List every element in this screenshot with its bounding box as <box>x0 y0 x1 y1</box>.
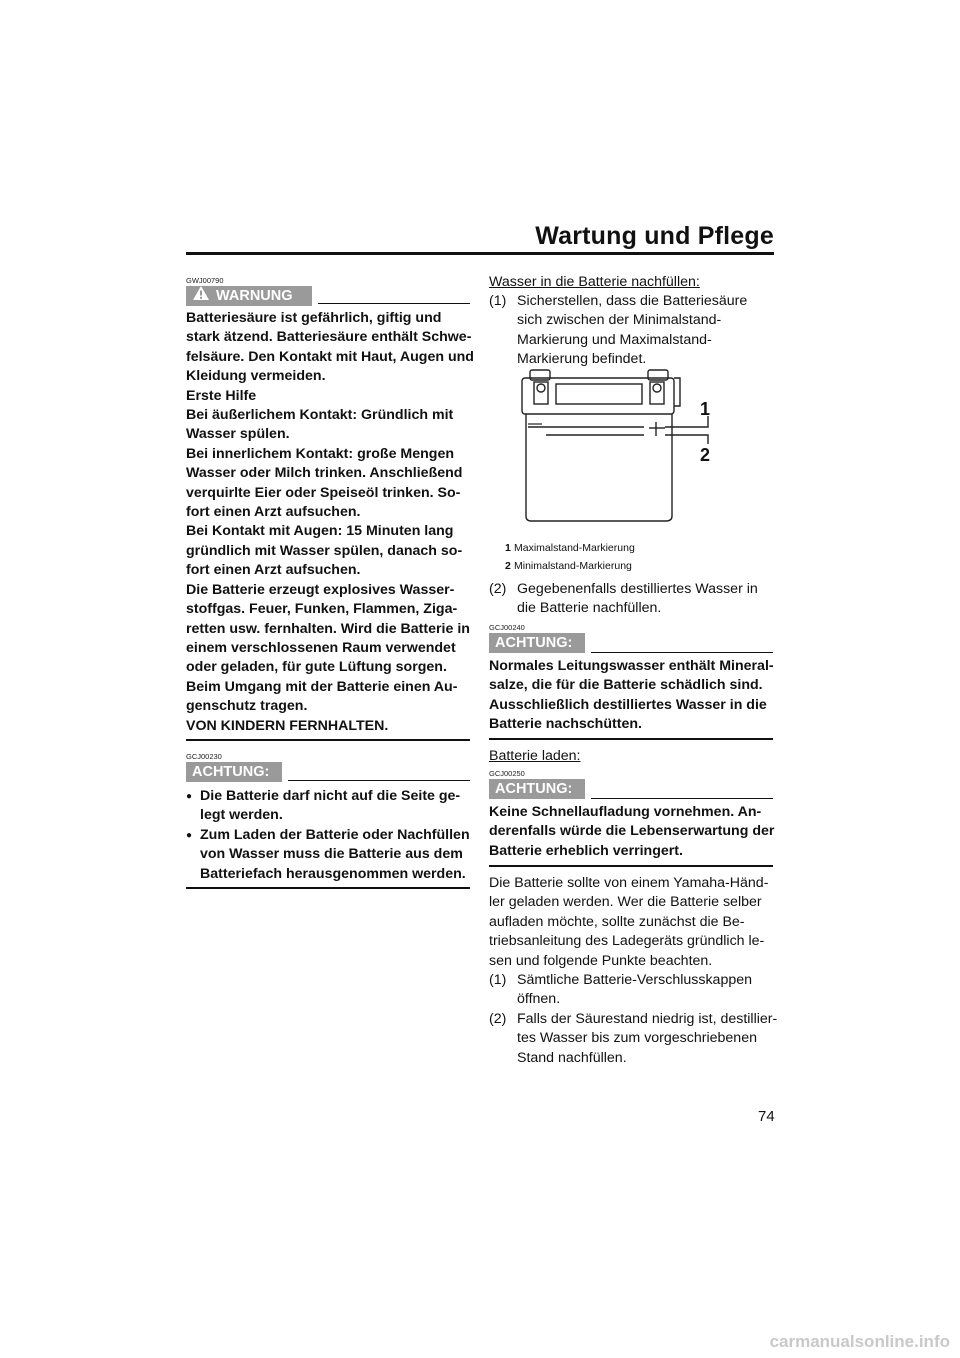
warning-paragraph: Die Batterie erzeugt explosives Wasser-stoffgas. Feuer, Funken, Flammen, Ziga-retten usw. fernhalten. Wird die Batterie in einem verschlossenen Raum verwendet oder geladen, für gute Lüftung sorgen. <box>186 581 470 676</box>
caution-top-rule <box>288 780 470 781</box>
warning-paragraph: Bei Kontakt mit Augen: 15 Minuten lang gründlich mit Wasser spülen, danach so-fort einen Arzt aufsuchen. <box>186 523 463 579</box>
title-rule <box>186 252 774 255</box>
warning-paragraph: Batteriesäure ist gefährlich, giftig und stark ätzend. Batteriesäure enthält Schwe-felsäure. Den Kontakt mit Haut, Augen und Kleidung vermeiden. <box>186 310 474 385</box>
battery-figure <box>516 366 726 526</box>
list-item: ● Zum Laden der Batterie oder Nachfüllen von Wasser muss die Batterie aus dem Batteriefach herausgenommen werden. <box>186 826 474 884</box>
caution2-label: ACHTUNG: <box>495 635 573 651</box>
caution3-top-rule <box>591 798 773 799</box>
refill-steps-2 <box>489 580 775 619</box>
caution3-text: Keine Schnellaufladung vornehmen. An-derenfalls würde die Lebenserwartung der Batterie erheblich verringert. <box>489 804 775 859</box>
warning-paragraph: Erste Hilfe <box>186 387 257 404</box>
charge-steps <box>489 971 779 1068</box>
list-item: ● Die Batterie darf nicht auf die Seite ge-legt werden. <box>186 787 474 826</box>
warning-triangle-icon <box>192 285 210 307</box>
caution3-label: ACHTUNG: <box>495 781 573 797</box>
warning-label: WARNUNG <box>216 288 293 304</box>
caution-badge <box>186 762 282 782</box>
watermark: carmanualsonline.info <box>769 1332 950 1351</box>
list-item: (2) Gegebenenfalls destilliertes Wasser in die Batterie nachfüllen. <box>489 581 758 617</box>
caution3-bottom-rule <box>489 865 773 867</box>
caution3-badge <box>489 779 585 799</box>
page-number: 74 <box>758 1108 775 1125</box>
caution3-code: GCJ00250 <box>489 769 525 778</box>
warning-code: GWJ00790 <box>186 276 224 285</box>
warning-paragraph: Beim Umgang mit der Batterie einen Au-genschutz tragen. <box>186 678 458 715</box>
warning-paragraph: VON KINDERN FERNHALTEN. <box>186 717 389 734</box>
caution2-code: GCJ00240 <box>489 623 525 632</box>
warning-top-rule <box>318 303 470 304</box>
caution-code: GCJ00230 <box>186 752 222 761</box>
warning-paragraph: Bei äußerlichem Kontakt: Gründlich mit Wasser spülen. <box>186 407 454 443</box>
warning-body <box>186 309 474 736</box>
warning-bottom-rule <box>186 739 470 741</box>
list-item: (1) Sicherstellen, dass die Batteriesäure sich zwischen der Minimalstand-Markierung und Maximalstand-Markierung befindet. <box>489 293 748 368</box>
list-item: (1) Sämtliche Batterie-Verschlusskappen öffnen. <box>489 972 753 1008</box>
page-title: Wartung und Pflege <box>535 222 774 250</box>
legend-item: 2 Minimalstand-Markierung <box>505 560 632 572</box>
refill-steps <box>489 292 775 370</box>
caution2-top-rule <box>591 652 773 653</box>
refill-heading: Wasser in die Batterie nachfüllen: <box>489 274 700 290</box>
callout-1: 1 <box>700 399 711 419</box>
battery-illustration <box>516 366 726 526</box>
list-item: (2) Falls der Säurestand niedrig ist, destillier-tes Wasser bis zum vorgeschriebenen Stand nachfüllen. <box>489 1010 778 1066</box>
caution-list <box>186 787 474 884</box>
caution2-badge <box>489 633 585 653</box>
caution2-bottom-rule <box>489 738 773 740</box>
caution-label: ACHTUNG: <box>192 764 270 780</box>
charge-heading: Batterie laden: <box>489 748 581 764</box>
charge-text: Die Batterie sollte von einem Yamaha-Händ-ler geladen werden. Wer die Batterie selber aufladen möchte, sollte zunächst die Be-triebsanleitung des Ladegeräts gründlich le-sen und folgende Punkte beachten. <box>489 875 769 969</box>
warning-paragraph: Bei innerlichem Kontakt: große Mengen Wasser oder Milch trinken. Anschließend verquirlte Eier oder Speiseöl trinken. So-fort einen Arzt aufsuchen. <box>186 445 463 521</box>
figure-legend <box>505 539 635 575</box>
caution-bottom-rule <box>186 887 470 889</box>
warning-badge <box>186 286 312 306</box>
caution2-text: Normales Leitungswasser enthält Mineral-salze, die für die Batterie schädlich sind. Ausschließlich destilliertes Wasser in die Batterie nachschütten. <box>489 658 774 733</box>
legend-item: 1 Maximalstand-Markierung <box>505 542 635 554</box>
callout-2: 2 <box>700 445 711 465</box>
watermark-strip <box>0 1318 960 1358</box>
